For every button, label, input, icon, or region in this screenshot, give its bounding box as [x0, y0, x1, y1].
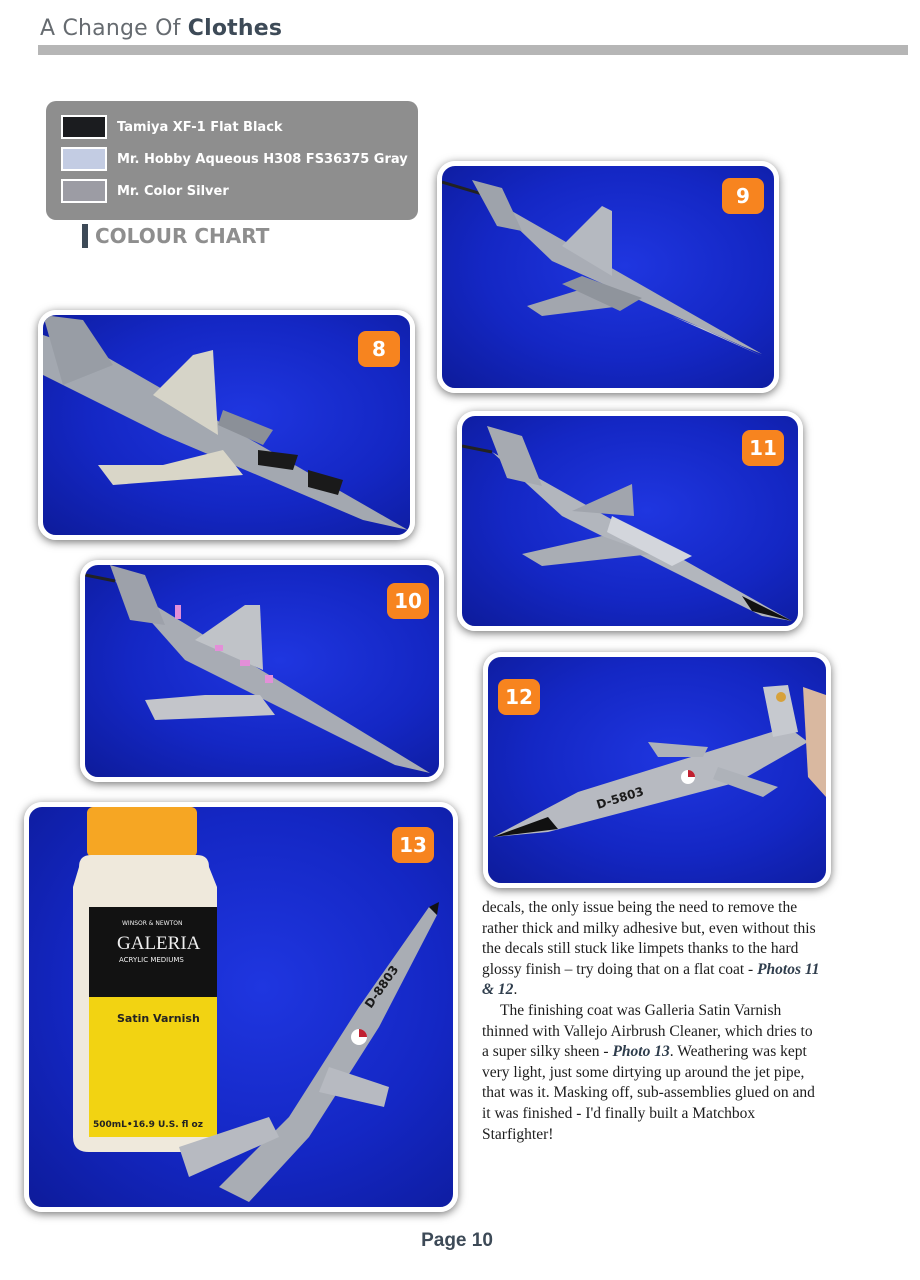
photo-10	[80, 560, 444, 782]
aircraft-filler-image	[85, 565, 439, 777]
colour-item-silver	[61, 179, 229, 203]
photo-reference: Photos 11 & 12	[482, 960, 820, 999]
photo-number-badge: 9	[722, 178, 764, 214]
article-title	[40, 16, 282, 41]
bottle-volume-text: 500mL•16.9 U.S. fl oz	[93, 1120, 203, 1130]
photo-13	[24, 802, 458, 1212]
colour-swatch	[61, 115, 107, 139]
paragraph-text: .	[513, 981, 518, 999]
photo-8	[38, 310, 415, 540]
aircraft-primer-image	[43, 315, 410, 535]
photo-number-badge: 10	[387, 583, 429, 619]
photo-number-badge: 8	[358, 331, 400, 367]
colour-chart-heading: COLOUR CHART	[82, 224, 269, 248]
colour-chart-panel	[46, 101, 418, 220]
colour-label: Mr. Hobby Aqueous H308 FS36375 Gray	[117, 151, 408, 167]
bottle-name-text: GALERIA	[117, 933, 201, 954]
photo-number-badge: 11	[742, 430, 784, 466]
article-body	[482, 898, 822, 1145]
photo13-decal-text: D-8803	[361, 962, 402, 1011]
paragraph	[482, 1001, 822, 1145]
header-rule	[38, 45, 908, 55]
title-bold: Clothes	[187, 16, 283, 41]
bottle-product-text: Satin Varnish	[117, 1012, 200, 1025]
colour-item-gray	[61, 147, 408, 171]
photo12-decal-text: D-5803	[594, 784, 646, 812]
colour-label: Mr. Color Silver	[117, 183, 229, 199]
photo-12	[483, 652, 831, 888]
varnish-and-aircraft-image	[29, 807, 453, 1207]
paragraph	[482, 898, 822, 1001]
colour-swatch	[61, 147, 107, 171]
paragraph-text: decals, the only issue being the need to remove the rather thick and milky adhesive but, even without this the decals still stuck like limpets thanks to the hard glossy finish – try doing that on a flat coat -	[482, 899, 816, 978]
bottle-line-text: ACRYLIC MEDIUMS	[119, 956, 184, 964]
photo-number-badge: 13	[392, 827, 434, 863]
photo-number-badge: 12	[498, 679, 540, 715]
photo-9	[437, 161, 779, 393]
paragraph-text: The finishing coat was Galleria Satin Varnish thinned with Vallejo Airbrush Cleaner, which dries to a super silky sheen -	[482, 1001, 813, 1061]
photo-reference: Photo 13	[612, 1043, 670, 1061]
page-number: Page 10	[421, 1230, 493, 1251]
paragraph-text: . Weathering was kept very light, just some dirtying up around the jet pipe, that was it. Masking off, sub-assemblies glued on and it was finished - I'd finally built a Matchbox Starfighter!	[482, 1043, 815, 1143]
colour-label: Tamiya XF-1 Flat Black	[117, 119, 283, 135]
photo-11	[457, 411, 803, 631]
title-light: A Change Of	[40, 16, 188, 41]
colour-item-flat-black	[61, 115, 283, 139]
bottle-brand-text: WINSOR & NEWTON	[122, 920, 183, 927]
colour-swatch	[61, 179, 107, 203]
